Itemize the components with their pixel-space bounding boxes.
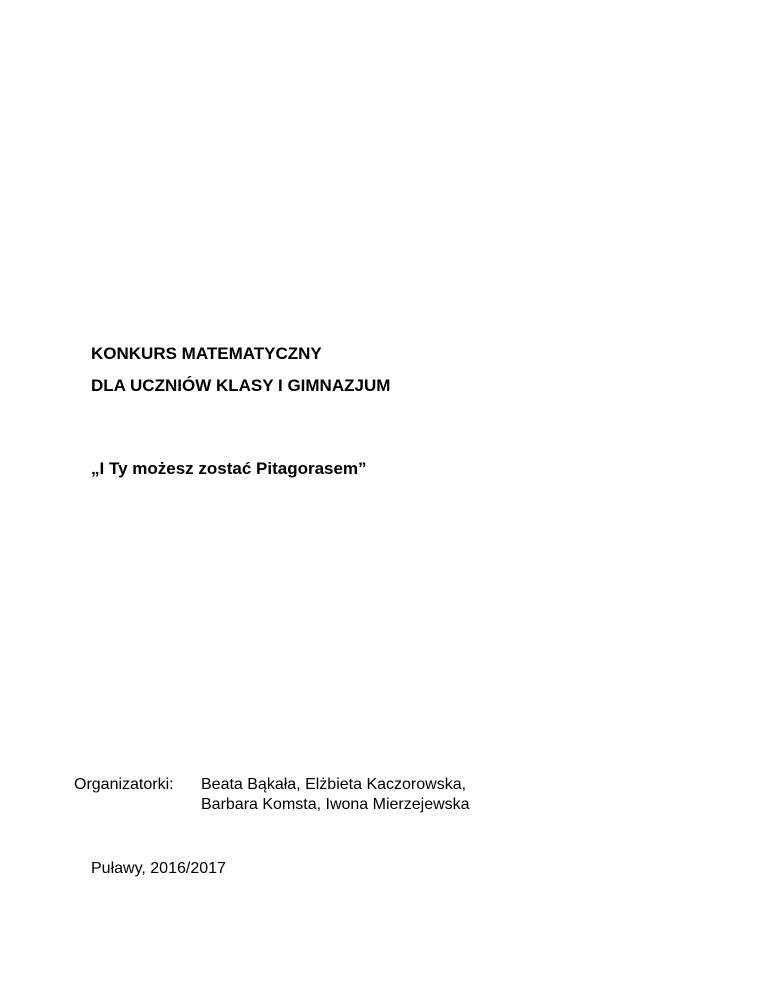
organizers-label: Organizatorki: [74, 776, 174, 793]
organizers-names [201, 775, 470, 815]
contest-subtitle: DLA UCZNIÓW KLASY I GIMNAZJUM [91, 376, 391, 395]
organizers-names-line-1: Beata Bąkała, Elżbieta Kaczorowska, [201, 776, 467, 793]
contest-motto: „I Ty możesz zostać Pitagorasem” [91, 459, 367, 478]
organizers-names-line-2: Barbara Komsta, Iwona Mierzejewska [201, 796, 470, 813]
contest-title: KONKURS MATEMATYCZNY [91, 344, 322, 363]
place-and-year: Puławy, 2016/2017 [91, 860, 226, 877]
